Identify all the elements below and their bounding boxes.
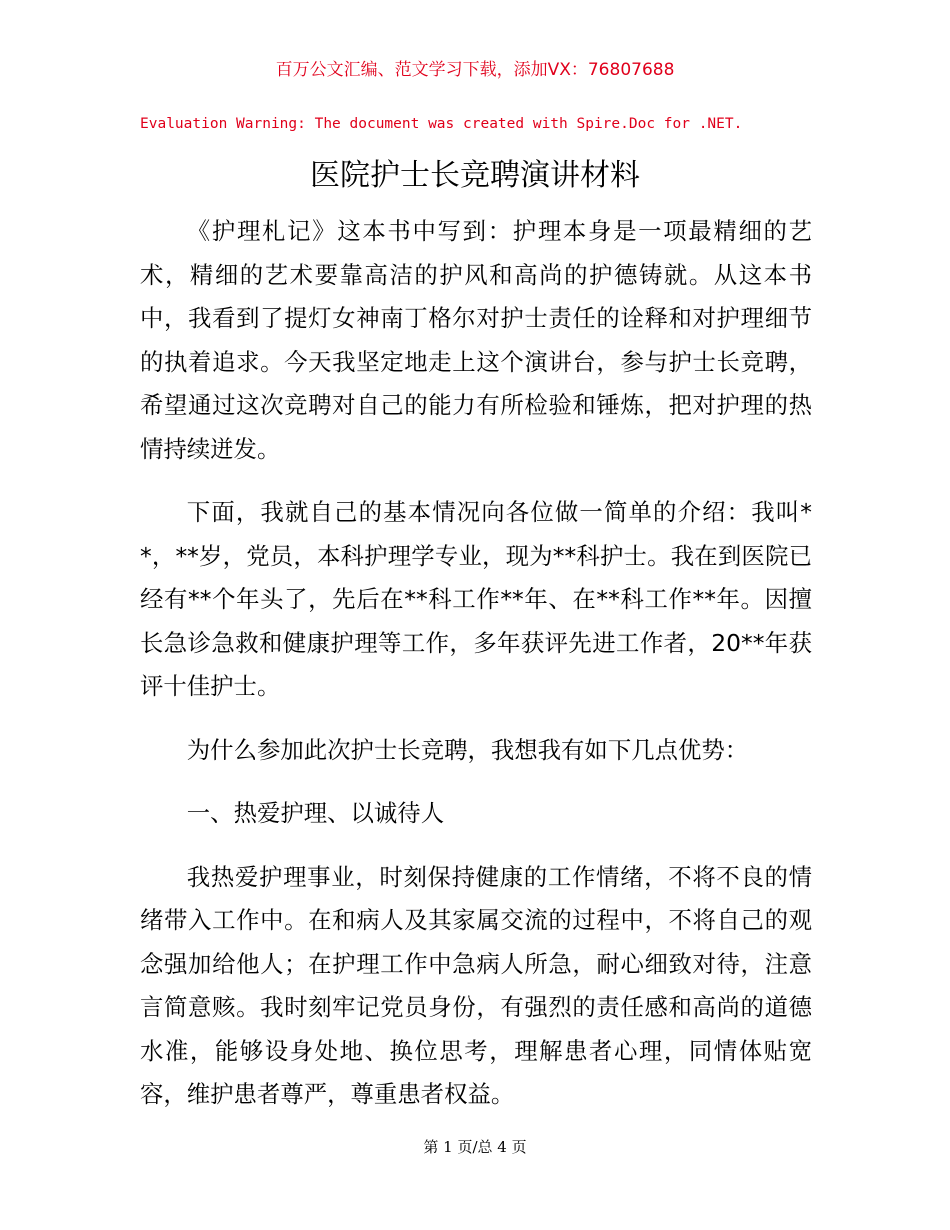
paragraph-self-introduction: 下面，我就自己的基本情况向各位做一简单的介绍：我叫**，**岁，党员，本科护理学专业，现为**科护士。我在到医院已经有**个年头了，先后在**科工作**年、在**科工作**年。因擅长急诊急救和健康护理等工作，多年获评先进工作者，20**年获评十佳护士。 (140, 498, 812, 700)
page-indicator: 第 1 页/总 4 页 (423, 1138, 527, 1156)
evaluation-warning: Evaluation Warning: The document was created with Spire.Doc for .NET. (140, 116, 743, 132)
paragraph-advantages-lead: 为什么参加此次护士长竞聘，我想我有如下几点优势： (186, 735, 749, 764)
paragraph-intro: 《护理札记》这本书中写到：护理本身是一项最精细的艺术，精细的艺术要靠高洁的护风和高尚的护德铸就。从这本书中，我看到了提灯女神南丁格尔对护士责任的诠释和对护理细节的执着追求。今天我坚定地走上这个演讲台，参与护士长竞聘，希望通过这次竞聘对自己的能力有所检验和锤炼，把对护理的热情持续迸发。 (140, 217, 812, 463)
document-body (140, 210, 812, 1117)
document-title: 医院护士长竞聘演讲材料 (310, 158, 640, 193)
section-heading-1: 一、热爱护理、以诚待人 (186, 799, 445, 827)
promo-header-banner: 百万公文汇编、范文学习下载，添加VX：76807688 (275, 60, 675, 80)
paragraph-section-1: 我热爱护理事业，时刻保持健康的工作情绪，不将不良的情绪带入工作中。在和病人及其家属交流的过程中，不将自己的观念强加给他人；在护理工作中急病人所急，耐心细致对待，注意言简意赅。我时刻牢记党员身份，有强烈的责任感和高尚的道德水准，能够设身处地、换位思考，理解患者心理，同情体贴宽容，维护患者尊严，尊重患者权益。 (140, 862, 812, 1108)
